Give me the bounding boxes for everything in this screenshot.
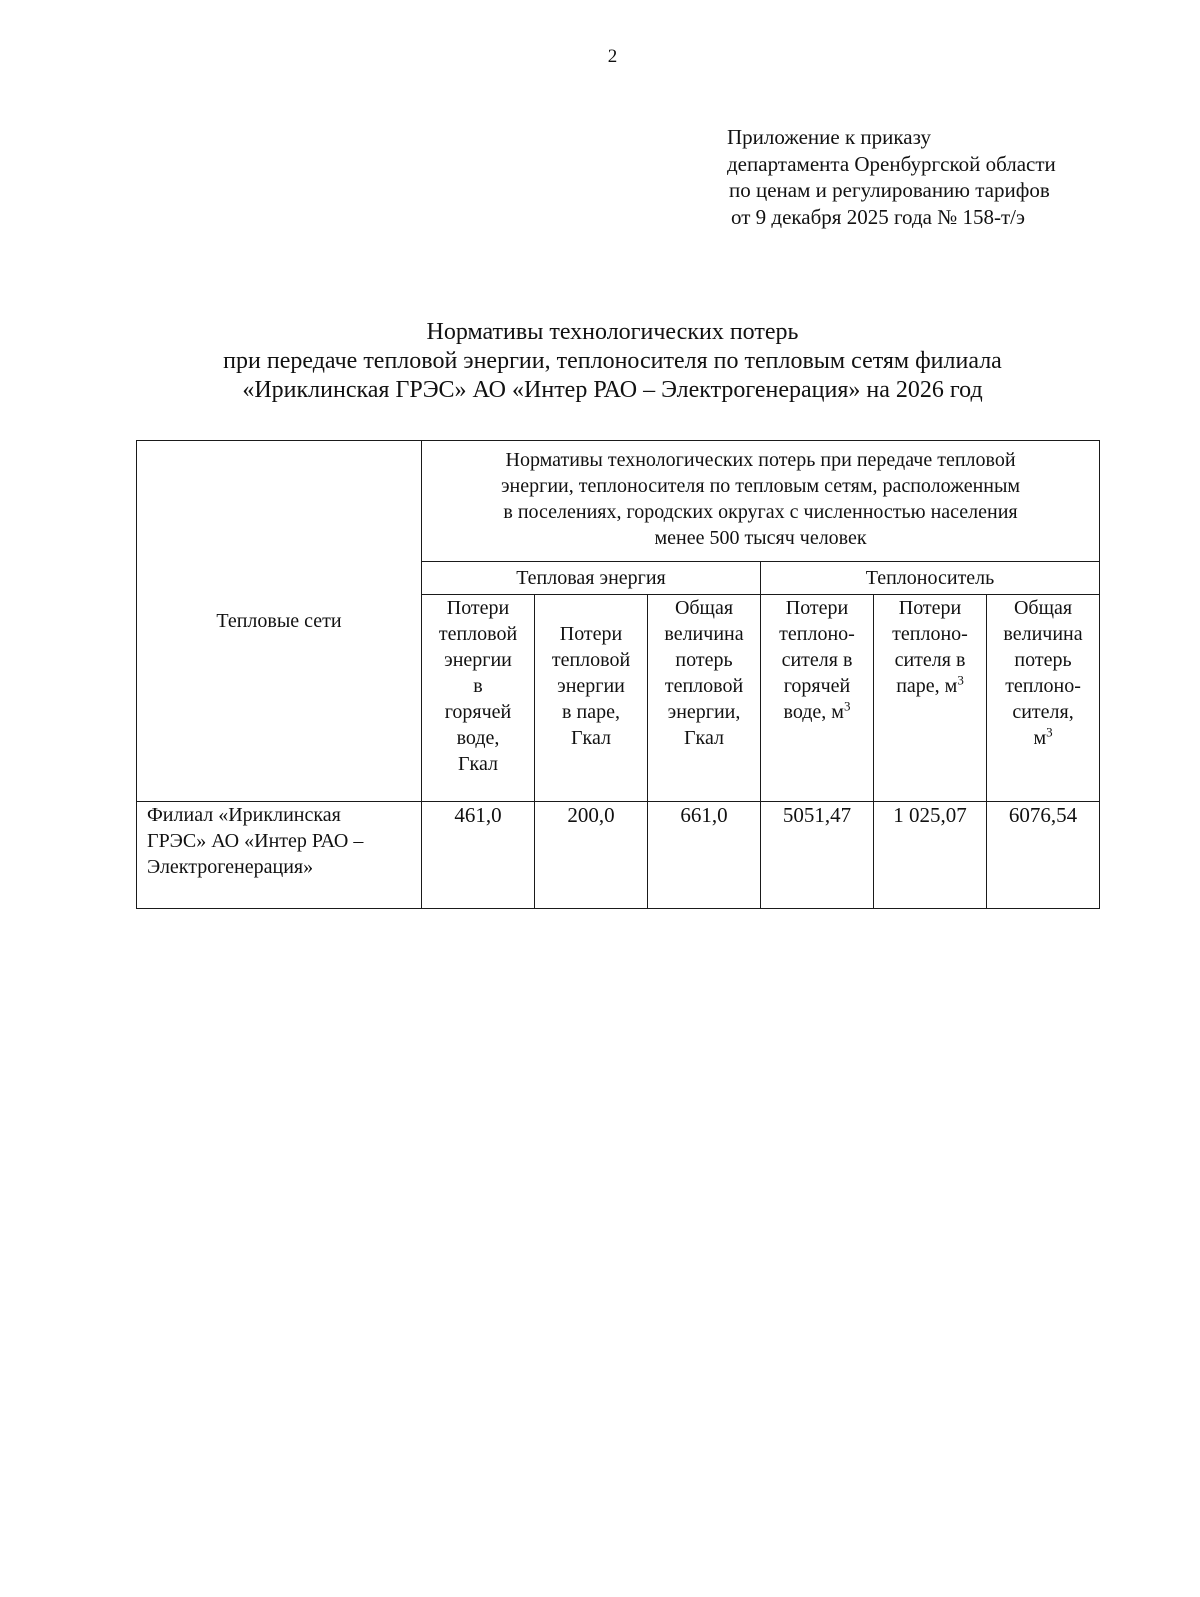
appendix-line: от 9 декабря 2025 года № 158-т/э bbox=[731, 204, 1025, 229]
unit-superscript: 3 bbox=[957, 672, 964, 688]
row-header-label: Тепловые сети bbox=[216, 610, 342, 632]
group-header-heat: Тепловая энергия bbox=[422, 562, 761, 595]
page-number: 2 bbox=[607, 46, 618, 67]
column-header: Потери теплоно- сителя в горячей воде, $м^3$ bbox=[761, 595, 874, 802]
appendix-line: по ценам и регулированию тарифов bbox=[729, 178, 1050, 202]
appendix-line: Приложение к приказу bbox=[727, 125, 931, 149]
group-header-carrier: Теплоноситель bbox=[761, 562, 1100, 595]
main-header-cell bbox=[422, 441, 1100, 562]
value-cell: 5051,47 bbox=[761, 802, 874, 909]
row-header-cell bbox=[137, 441, 422, 802]
unit-superscript: 3 bbox=[1046, 724, 1053, 740]
appendix-line: департамента Оренбургской области bbox=[727, 151, 1056, 176]
value-cell: 6076,54 bbox=[987, 802, 1100, 909]
appendix-block bbox=[727, 124, 1056, 230]
unit-superscript: 3 bbox=[843, 698, 851, 714]
title-line: Нормативы технологических потерь bbox=[426, 319, 799, 345]
main-header-line: Нормативы технологических потерь при передаче тепловой bbox=[505, 449, 1016, 471]
value-cell: 200,0 bbox=[535, 802, 648, 909]
column-header: Общая величина потерь тепловой энергии, Гкал bbox=[648, 595, 761, 802]
main-header-line: в поселениях, городских округах с численностью населения bbox=[503, 501, 1018, 523]
main-header-line: энергии, теплоносителя по тепловым сетям, расположенным bbox=[500, 475, 1021, 497]
table-row bbox=[137, 802, 1100, 909]
network-name-cell: Филиал «Ириклинская ГРЭС» АО «Интер РАО – Электрогенерация» bbox=[137, 802, 422, 909]
main-header-line: менее 500 тысяч человек bbox=[654, 527, 867, 549]
norms-table bbox=[136, 440, 1100, 909]
title-line: «Ириклинская ГРЭС» АО «Интер РАО – Электрогенерация» на 2026 год bbox=[242, 377, 983, 403]
title-line: при передаче тепловой энергии, теплоносителя по тепловым сетям филиала bbox=[223, 348, 1002, 374]
value-cell: 661,0 bbox=[648, 802, 761, 909]
column-header: Потери тепловой энергии в горячей воде, Гкал bbox=[422, 595, 535, 802]
column-header: Общая величина потерь теплоно- сителя, $м^3$ bbox=[987, 595, 1100, 802]
column-header: Потери тепловой энергии в паре, Гкал bbox=[535, 595, 648, 802]
column-header: Потери теплоно- сителя в паре, $м^3$ bbox=[874, 595, 987, 802]
value-cell: 1 025,07 bbox=[874, 802, 987, 909]
value-cell: 461,0 bbox=[422, 802, 535, 909]
document-title bbox=[0, 318, 1200, 405]
